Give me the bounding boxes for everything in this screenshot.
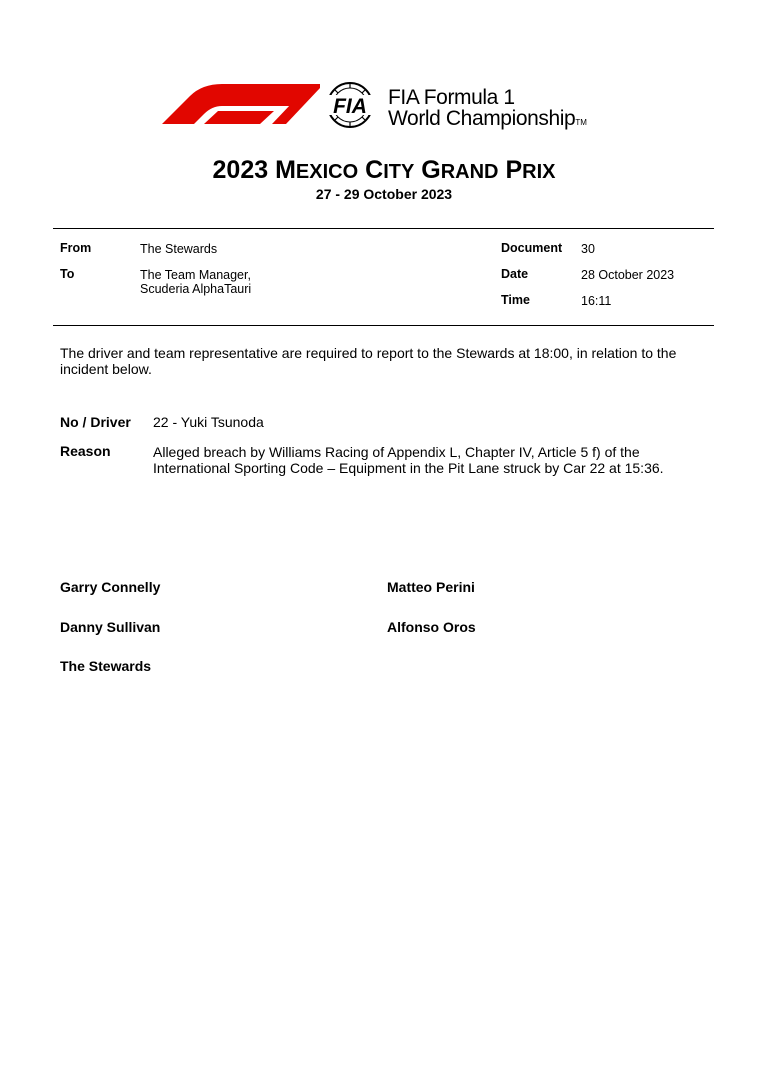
date-value: 28 October 2023 <box>581 268 675 282</box>
title-word-4: PRIX <box>505 156 556 184</box>
brand-line-2 <box>388 108 587 134</box>
driver-label: No / Driver <box>60 414 131 430</box>
brand-line-2-text: World Championship <box>388 107 576 130</box>
steward-name-4: Alfonso Oros <box>387 619 476 635</box>
title-word-3: GRAND <box>421 156 499 184</box>
to-value-line-1: The Team Manager, <box>140 268 251 282</box>
steward-name-1: Garry Connelly <box>60 579 161 595</box>
driver-value: 22 - Yuki Tsunoda <box>153 414 264 430</box>
steward-name-3: Danny Sullivan <box>60 619 161 635</box>
time-label: Time <box>501 293 530 307</box>
title-year: 2023 <box>212 156 269 184</box>
title-word-1: MEXICO <box>275 156 359 184</box>
reason-label: Reason <box>60 443 111 459</box>
fia-seal-icon <box>316 80 384 130</box>
date-label: Date <box>501 267 529 281</box>
time-value: 16:11 <box>581 294 612 308</box>
f1-logo <box>160 82 320 126</box>
document-value: 30 <box>581 242 595 256</box>
fia-seal-label: FIA <box>333 95 367 118</box>
summons-text <box>60 345 710 377</box>
event-dates: 27 - 29 October 2023 <box>315 186 453 202</box>
event-title <box>0 156 768 185</box>
to-label: To <box>60 267 75 281</box>
title-word-2: CITY <box>365 156 415 184</box>
stewards-closing: The Stewards <box>60 658 152 674</box>
divider-bottom <box>53 325 714 326</box>
reason-value <box>153 444 713 476</box>
to-value-line-2: Scuderia AlphaTauri <box>140 282 252 296</box>
steward-name-2: Matteo Perini <box>387 579 475 595</box>
reason-line-1: Alleged breach by Williams Racing of Appendix L, Chapter IV, Article 5 f) of the <box>153 444 640 460</box>
brand-line-1: FIA Formula 1 <box>388 86 515 109</box>
f1-logo-wing-bar <box>204 111 274 124</box>
summons-line-2: incident below. <box>60 361 152 377</box>
from-value: The Stewards <box>140 242 218 256</box>
trademark: TM <box>575 118 587 127</box>
from-label: From <box>60 241 92 255</box>
document-label: Document <box>501 241 563 255</box>
summons-line-1: The driver and team representative are required to report to the Stewards at 18:00, in relation to the <box>60 345 677 361</box>
reason-line-2: International Sporting Code – Equipment in the Pit Lane struck by Car 22 at 15:36. <box>153 460 664 476</box>
divider-top <box>53 228 714 229</box>
